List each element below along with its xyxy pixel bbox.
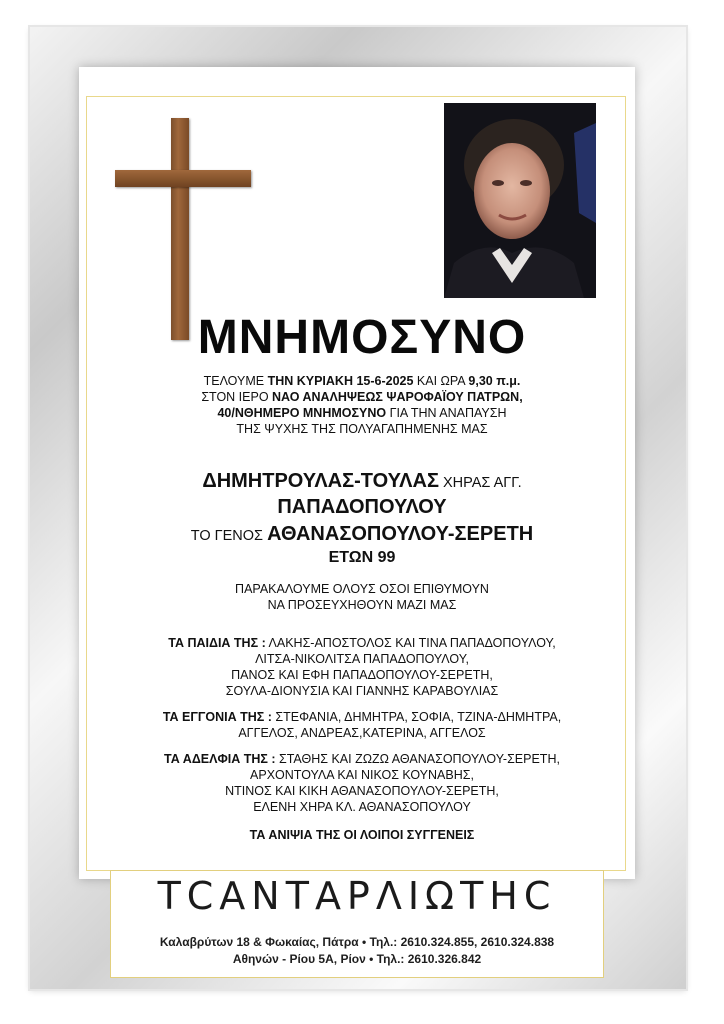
cross-icon	[115, 118, 251, 340]
siblings-line-2: ΑΡΧΟΝΤΟΥΛΑ ΚΑΙ ΝΙΚΟΣ ΚΟΥΝΑΒΗΣ,	[250, 768, 474, 782]
deceased-age: ΕΤΩΝ 99	[328, 549, 396, 566]
children-line-2: ΛΙΤΣΑ-ΝΙΚΟΛΙΤΣΑ ΠΑΠΑΔΟΠΟΥΛΟΥ,	[255, 652, 469, 666]
grandchildren-line-1: ΤΑ ΕΓΓΟΝΙΑ ΤΗΣ : ΣΤΕΦΑΝΙΑ, ΔΗΜΗΤΡΑ, ΣΟΦΙΑ, ΤΖΙΝΑ-ΔΗΜΗΤΡΑ,	[162, 710, 562, 724]
grandchildren-line-2: ΑΓΓΕΛΟΣ, ΑΝΔΡΕΑΣ,ΚΑΤΕΡΙΝΑ, ΑΓΓΕΛΟΣ	[238, 726, 486, 740]
deceased-maiden-name: ΤΟ ΓΕΝΟΣ ΑΘΑΝΑΣΟΠΟΥΛΟΥ-ΣΕΡΕΤΗ	[190, 523, 534, 545]
children-line-1: ΤΑ ΠΑΙΔΙΑ ΤΗΣ : ΛΑΚΗΣ-ΑΠΟΣΤΟΛΟΣ ΚΑΙ ΤΙΝΑ ΠΑΠΑΔΟΠΟΥΛΟΥ,	[168, 636, 556, 650]
children-line-4: ΣΟΥΛΑ-ΔΙΟΝΥΣΙΑ ΚΑΙ ΓΙΑΝΝΗΣ ΚΑΡΑΒΟΥΛΙΑΣ	[225, 684, 499, 698]
siblings-line-3: ΝΤΙΝΟΣ ΚΑΙ ΚΙΚΗ ΑΘΑΝΑΣΟΠΟΥΛΟΥ-ΣΕΡΕΤΗ,	[225, 784, 499, 798]
invite-line-2: ΝΑ ΠΡΟΣΕΥΧΗΘΟΥΝ ΜΑΖΙ ΜΑΣ	[267, 598, 457, 612]
siblings-line-4: ΕΛΕΝΗ ΧΗΡΑ ΚΛ. ΑΘΑΝΑΣΟΠΟΥΛΟΥ	[253, 800, 471, 814]
closing-line: ΤΑ ΑΝΙΨΙΑ ΤΗΣ ΟΙ ΛΟΙΠΟΙ ΣΥΓΓΕΝΕΙΣ	[249, 828, 475, 842]
invite-line-1: ΠΑΡΑΚΑΛΟΥΜΕ ΟΛΟΥΣ ΟΣΟΙ ΕΠΙΘΥΜΟΥΝ	[235, 582, 489, 596]
funeral-home-address-2: Αθηνών - Ρίου 5Α, Ρίον • Τηλ.: 2610.326.842	[232, 952, 482, 966]
announcement-line-1: ΤΕΛΟΥΜΕ ΤΗΝ ΚΥΡΙΑΚΗ 15-6-2025 ΚΑΙ ΩΡΑ 9,30 π.μ.	[203, 374, 521, 388]
funeral-home-logo: ΤCΑΝΤΑΡΛΙΩΤΗC	[157, 874, 557, 918]
announcement-line-3: 40/ΝΘΗΜΕΡΟ ΜΝΗΜΟΣΥΝΟ ΓΙΑ ΤΗΝ ΑΝΑΠΑΥΣΗ	[217, 406, 507, 420]
funeral-home-box	[110, 870, 604, 978]
page-title: ΜΝΗΜΟΣΥΝΟ	[197, 311, 527, 364]
children-line-3: ΠΑΝΟΣ ΚΑΙ ΕΦΗ ΠΑΠΑΔΟΠΟΥΛΟΥ-ΣΕΡΕΤΗ,	[231, 668, 493, 682]
portrait-photo	[444, 103, 596, 298]
announcement-line-2: ΣΤΟΝ ΙΕΡΟ ΝΑΟ ΑΝΑΛΗΨΕΩΣ ΨΑΡΟΦΑΪΟΥ ΠΑΤΡΩΝ,	[201, 390, 523, 404]
announcement-line-4: ΤΗΣ ΨΥΧΗΣ ΤΗΣ ΠΟΛΥΑΓΑΠΗΜΕΝΗΣ ΜΑΣ	[236, 422, 488, 436]
deceased-name-line-1: ΔΗΜΗΤΡΟΥΛΑΣ-ΤΟΥΛΑΣ ΧΗΡΑΣ ΑΓΓ.	[202, 470, 522, 492]
funeral-home-address-1: Καλαβρύτων 18 & Φωκαίας, Πάτρα • Τηλ.: 2610.324.855, 2610.324.838	[159, 935, 555, 949]
siblings-line-1: ΤΑ ΑΔΕΛΦΙΑ ΤΗΣ : ΣΤΑΘΗΣ ΚΑΙ ΖΩΖΩ ΑΘΑΝΑΣΟΠΟΥΛΟΥ-ΣΕΡΕΤΗ,	[164, 752, 560, 766]
deceased-surname: ΠΑΠΑΔΟΠΟΥΛΟΥ	[277, 496, 447, 518]
